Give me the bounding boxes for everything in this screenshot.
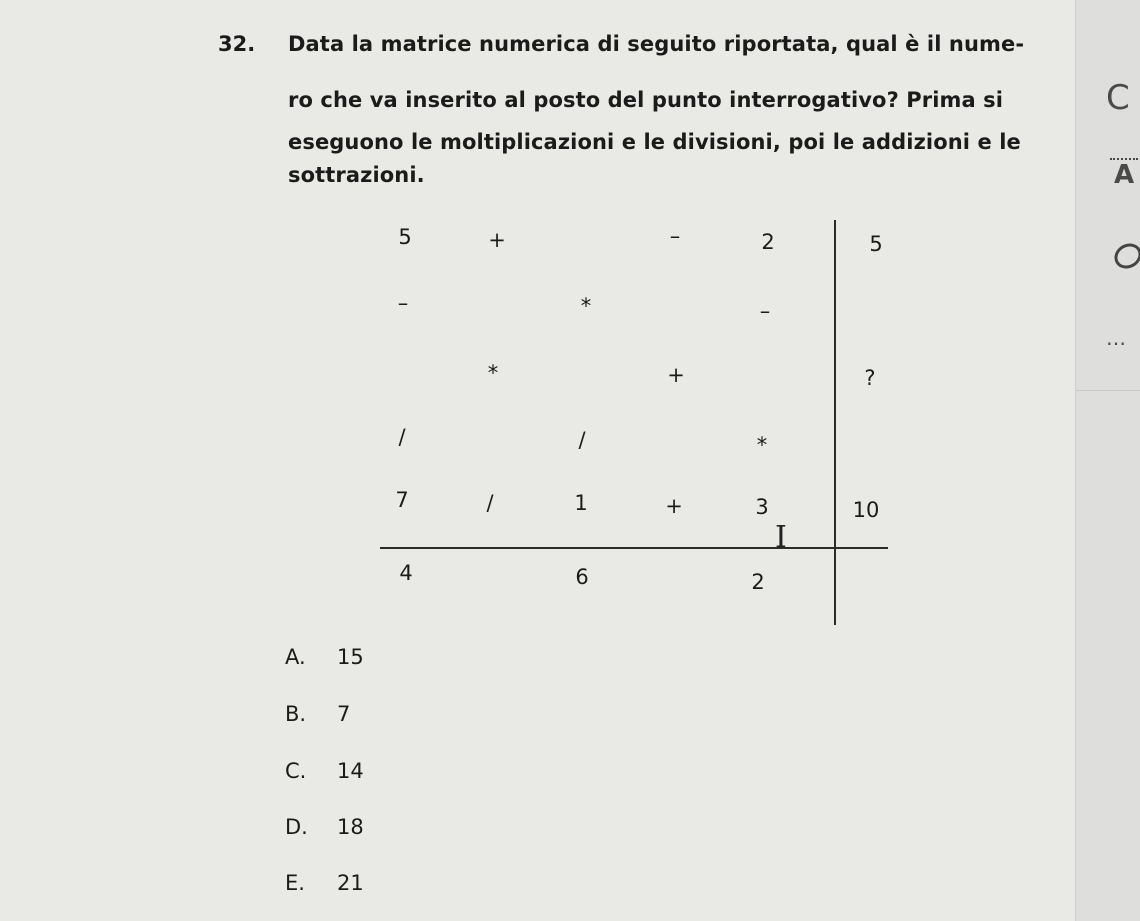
answer-option-d[interactable] [285,815,364,839]
toolbar-divider [1076,390,1140,391]
matrix-cell: 6 [575,565,589,589]
toolbar-more-icon[interactable]: … [1106,326,1126,350]
answer-letter: C. [285,759,307,783]
answer-letter: E. [285,871,305,895]
matrix-cell: 10 [852,498,880,522]
answer-option-b[interactable] [285,702,350,726]
matrix-cell: 7 [395,488,409,512]
answer-value: 21 [337,871,364,895]
matrix-cell: 3 [755,495,769,519]
matrix-horizontal-divider [380,547,888,549]
matrix-cell: * [487,361,499,385]
matrix-cell: * [580,294,592,318]
answer-letter: A. [285,645,306,669]
right-toolbar [1075,0,1140,921]
matrix-cell: 2 [751,570,765,594]
answer-option-a[interactable] [285,645,364,669]
matrix-cell: 4 [399,561,413,585]
matrix-cell: 5 [398,225,412,249]
question-text-line-3: eseguono le moltiplicazioni e le divisioni, poi le addizioni e le [288,130,1021,154]
answer-value: 14 [337,759,364,783]
toolbar-text-icon[interactable]: A [1110,158,1138,190]
matrix-cell: – [759,299,771,323]
matrix-cell: / [398,425,406,449]
matrix-vertical-divider [834,220,836,625]
question-text-line-4: sottrazioni. [288,163,425,187]
matrix-cell: * [756,433,768,457]
answer-value: 7 [337,702,351,726]
answer-letter: B. [285,702,307,726]
matrix-cell-question-mark: ? [864,366,876,390]
answer-value: 15 [337,645,364,669]
matrix-cell: + [665,494,683,518]
question-text-line-1: Data la matrice numerica di seguito riportata, qual è il nume- [288,32,1025,56]
question-number: 32. [218,32,256,56]
matrix-cell: 2 [761,230,775,254]
answer-letter: D. [285,815,308,839]
toolbar-c-icon[interactable]: C [1106,78,1130,118]
question-text-line-2: ro che va inserito al posto del punto interrogativo? Prima si [288,88,1004,112]
matrix-cell: – [397,291,409,315]
matrix-cell: / [578,428,586,452]
answer-option-e[interactable] [285,871,364,895]
answer-value: 18 [337,815,364,839]
matrix-cell: + [667,363,685,387]
matrix-cell: 5 [869,232,883,256]
text-cursor-icon: I [775,520,787,555]
matrix-cell: 1 [574,491,588,515]
matrix-cell: – [669,224,681,248]
toolbar-eraser-icon[interactable] [1110,239,1140,274]
matrix-cell: / [486,491,494,515]
answer-option-c[interactable] [285,759,364,783]
matrix-cell: + [488,228,506,252]
